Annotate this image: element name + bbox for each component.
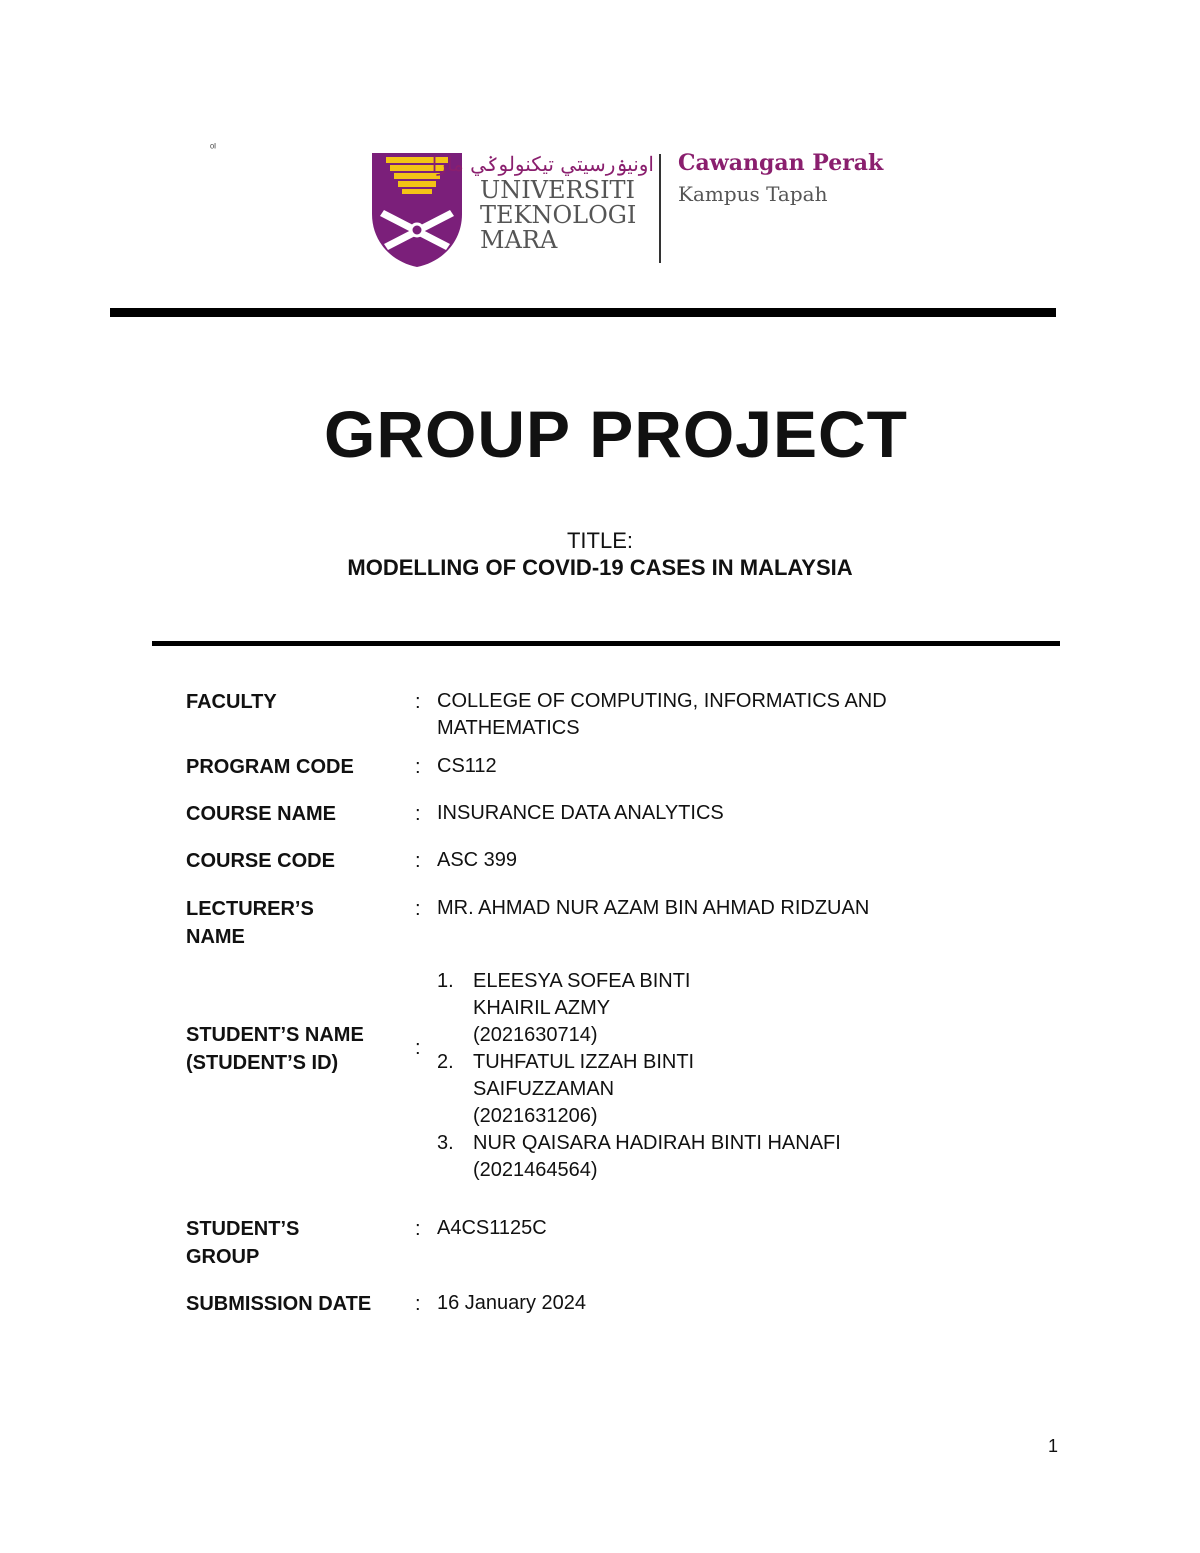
program-code-label: PROGRAM CODE: [186, 756, 354, 778]
student-id: (2021464564): [473, 1159, 598, 1181]
program-code-value: CS112: [437, 755, 497, 777]
submission-date-label: SUBMISSION DATE: [186, 1293, 372, 1315]
submission-date-value: 16 January 2024: [437, 1292, 587, 1314]
submission-date-colon: :: [415, 1293, 421, 1315]
course-name-value: INSURANCE DATA ANALYTICS: [437, 802, 724, 824]
branch-name: Cawangan Perak: [678, 150, 884, 176]
lecturer-label: LECTURER’S NAME: [186, 898, 314, 948]
faculty-colon: :: [415, 691, 421, 713]
group-value: A4CS1125C: [437, 1217, 547, 1239]
faculty-value: COLLEGE OF COMPUTING, INFORMATICS AND MATHEMATICS: [437, 690, 887, 739]
student-number: 2.: [437, 1051, 454, 1073]
course-code-colon: :: [415, 850, 421, 872]
lecturer-colon: :: [415, 898, 421, 920]
jawi-wordmark: اونيۏرسيتي تيكنولوݢي مارا: [431, 152, 654, 176]
project-title: MODELLING OF COVID-19 CASES IN MALAYSIA: [347, 555, 853, 580]
student-name: TUHFATUL IZZAH BINTI SAIFUZZAMAN: [473, 1051, 695, 1100]
student-id: (2021630714): [473, 1024, 598, 1046]
title-label: TITLE:: [566, 528, 633, 553]
student-number: 1.: [437, 970, 454, 992]
student-item: [437, 968, 997, 1049]
faculty-label: FACULTY: [186, 691, 277, 713]
page-number: 1: [1048, 1436, 1059, 1456]
corner-mark: ᵒᴵ: [210, 142, 216, 154]
students-label: STUDENT’S NAME (STUDENT’S ID): [186, 1024, 364, 1074]
course-code-label: COURSE CODE: [186, 850, 335, 872]
top-divider: [110, 308, 1056, 317]
student-id: (2021631206): [473, 1105, 598, 1127]
student-name: ELEESYA SOFEA BINTI KHAIRIL AZMY: [473, 970, 691, 1019]
campus-name: Kampus Tapah: [678, 182, 828, 206]
uitm-logo: [370, 150, 890, 268]
student-name: NUR QAISARA HADIRAH BINTI HANAFI: [473, 1132, 841, 1154]
student-number: 3.: [437, 1132, 454, 1154]
student-list: [437, 968, 997, 1184]
students-colon: :: [415, 1037, 421, 1059]
page-title: GROUP PROJECT: [324, 397, 908, 471]
student-item: [437, 1049, 997, 1130]
bottom-divider: [152, 641, 1060, 646]
course-name-colon: :: [415, 803, 421, 825]
group-label: STUDENT’S GROUP: [186, 1218, 300, 1268]
course-name-label: COURSE NAME: [186, 803, 337, 825]
lecturer-value: MR. AHMAD NUR AZAM BIN AHMAD RIDZUAN: [437, 897, 870, 919]
course-code-value: ASC 399: [437, 849, 518, 871]
group-colon: :: [415, 1218, 421, 1240]
university-wordmark: UNIVERSITI TEKNOLOGI MARA: [480, 176, 637, 254]
program-code-colon: :: [415, 756, 421, 778]
student-item: [437, 1130, 997, 1184]
